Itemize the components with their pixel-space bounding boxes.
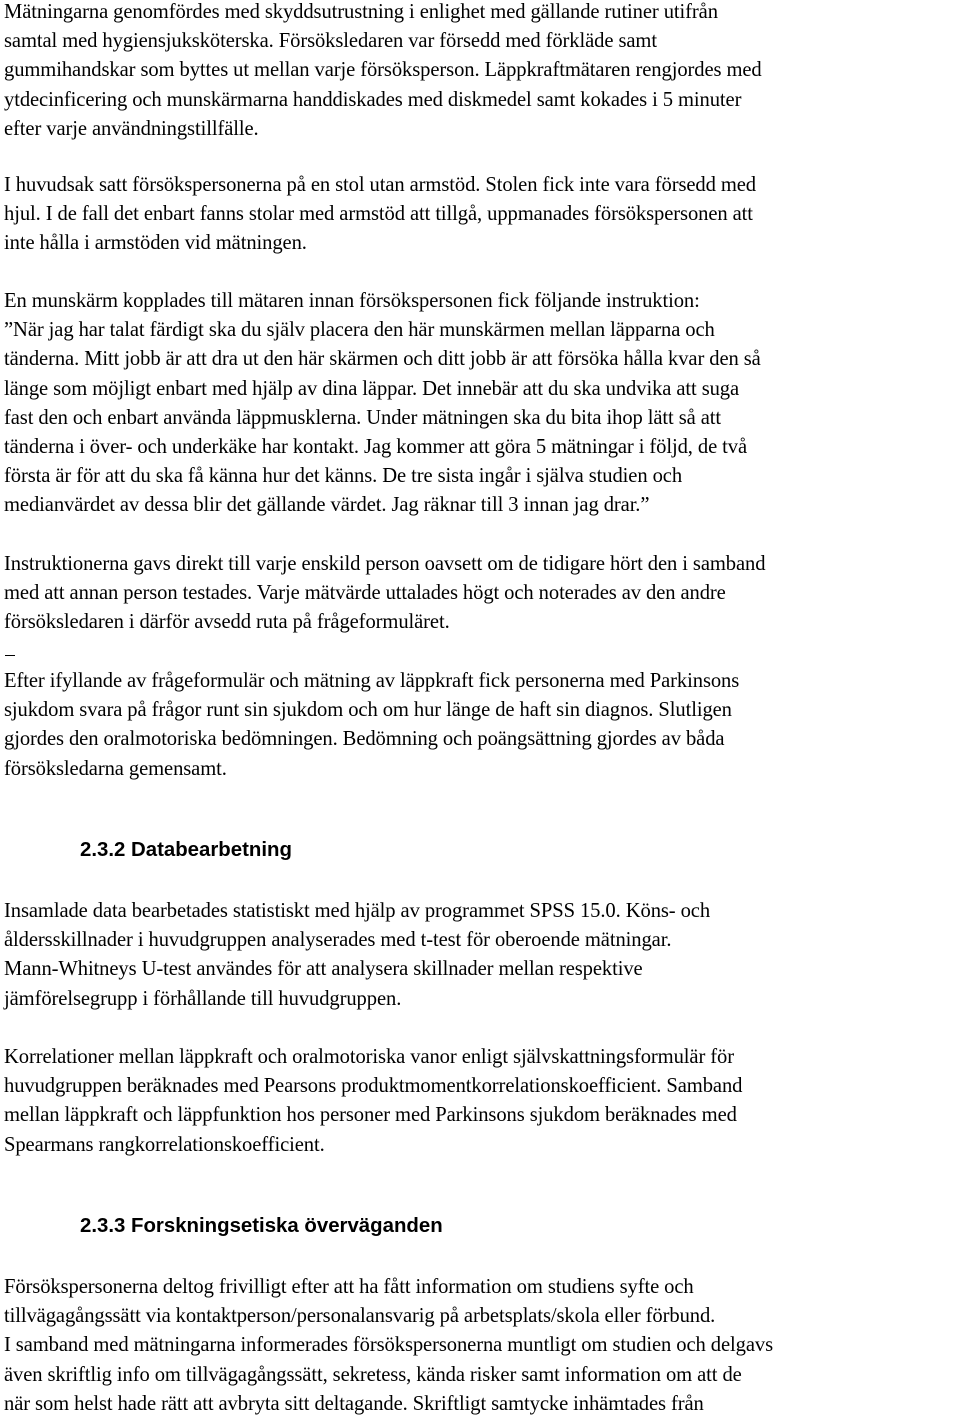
paragraph-ethics — [4, 1273, 773, 1419]
text-line: En munskärm kopplades till mätaren innan försökspersonen fick följande instruktion: — [4, 290, 700, 312]
text-line: Instruktionerna gavs direkt till varje enskild person oavsett om de tidigare hört den i samband — [4, 553, 766, 575]
text-line: I samband med mätningarna informerades försökspersonerna muntligt om studien och delgavs — [4, 1334, 773, 1357]
text-line: fast den och enbart använda läppmusklerna. Under mätningen ska du bita ihop lätt så att — [4, 406, 722, 429]
section-heading-databearbetning: 2.3.2 Databearbetning — [80, 839, 292, 861]
text-line: med att annan person testades. Varje mätvärde uttalades högt och noterades av den andre — [4, 582, 726, 605]
text-line: mellan läppkraft och läppfunktion hos personer med Parkinsons sjukdom beräknades med — [4, 1104, 737, 1127]
paragraph-instruction-delivery — [4, 550, 765, 638]
text-line: samtal med hygiensjuksköterska. Försöksledaren var försedd med förkläde samt — [4, 30, 657, 53]
text-line: försöksledarna gemensamt. — [4, 757, 227, 780]
text-line: tänderna i över- och underkäke har kontakt. Jag kommer att göra 5 mätningar i följd, de två — [4, 435, 748, 458]
section-heading-forskningsetik: 2.3.3 Forskningsetiska överväganden — [80, 1215, 443, 1237]
text-line: Mann-Whitneys U-test användes för att analysera skillnader mellan respektive — [4, 958, 643, 981]
text-line: inte hålla i armstöden vid mätningen. — [4, 232, 307, 255]
text-line: Spearmans rangkorrelationskoefficient. — [4, 1133, 325, 1156]
text-line: ”När jag har talat färdigt ska du själv placera den här munskärmen mellan läpparna och — [4, 319, 715, 342]
text-line: efter varje användningstillfälle. — [4, 117, 259, 140]
text-line: medianvärdet av dessa blir det gällande värdet. Jag räknar till 3 innan jag drar.” — [4, 494, 650, 517]
text-line: när som helst hade rätt att avbryta sitt deltagande. Skriftligt samtycke inhämtades från — [4, 1392, 704, 1415]
paragraph-seating — [4, 171, 756, 259]
paragraph-hygiene — [4, 0, 762, 144]
text-line: Korrelationer mellan läppkraft och oralmotoriska vanor enligt självskattningsformulär för — [4, 1046, 734, 1068]
paragraph-instruction — [4, 287, 761, 521]
text-line: jämförelsegrupp i förhållande till huvudgruppen. — [4, 987, 402, 1010]
paragraph-correlations — [4, 1043, 742, 1160]
text-line: gjordes den oralmotoriska bedömningen. Bedömning och poängsättning gjordes av båda — [4, 728, 725, 751]
stray-dash — [5, 655, 15, 656]
text-line: huvudgruppen beräknades med Pearsons produktmomentkorrelationskoefficient. Samband — [4, 1075, 743, 1098]
text-line: tänderna. Mitt jobb är att dra ut den här skärmen och ditt jobb är att försöka hålla kvar den så — [4, 348, 761, 371]
text-line: även skriftlig info om tillvägagångssätt, sekretess, kända risker samt information om att de — [4, 1363, 742, 1386]
text-line: sjukdom svara på frågor runt sin sjukdom och om hur länge de haft sin diagnos. Slutligen — [4, 699, 732, 722]
text-line: Insamlade data bearbetades statistiskt med hjälp av programmet SPSS 15.0. Köns- och — [4, 900, 711, 922]
text-line: åldersskillnader i huvudgruppen analyserades med t-test för oberoende mätningar. — [4, 929, 672, 952]
text-line: Mätningarna genomfördes med skyddsutrustning i enlighet med gällande rutiner utifrån — [4, 1, 718, 23]
text-line: Efter ifyllande av frågeformulär och mätning av läppkraft fick personerna med Parkinsons — [4, 670, 740, 692]
paragraph-parkinson-questions — [4, 667, 739, 784]
text-line: Försökspersonerna deltog frivilligt efter att ha fått information om studiens syfte och — [4, 1276, 694, 1298]
text-line: tillvägagångssätt via kontaktperson/personalansvarig på arbetsplats/skola eller förbund. — [4, 1305, 716, 1328]
text-line: gummihandskar som byttes ut mellan varje försöksperson. Läppkraftmätaren rengjordes med — [4, 59, 762, 82]
text-line: försöksledaren i därför avsedd ruta på frågeformuläret. — [4, 611, 450, 634]
text-line: I huvudsak satt försökspersonerna på en stol utan armstöd. Stolen fick inte vara försedd med — [4, 174, 757, 196]
text-line: ytdecinficering och munskärmarna handdiskades med diskmedel samt kokades i 5 minuter — [4, 88, 742, 111]
paragraph-data-processing — [4, 897, 710, 1014]
text-line: första är för att du ska få känna hur det känns. De tre sista ingår i själva studien och — [4, 465, 683, 488]
text-line: hjul. I de fall det enbart fanns stolar med armstöd att tillgå, uppmanades försökspersonen att — [4, 203, 753, 226]
text-line: länge som möjligt enbart med hjälp av dina läppar. Det innebär att du ska undvika att suga — [4, 377, 740, 400]
